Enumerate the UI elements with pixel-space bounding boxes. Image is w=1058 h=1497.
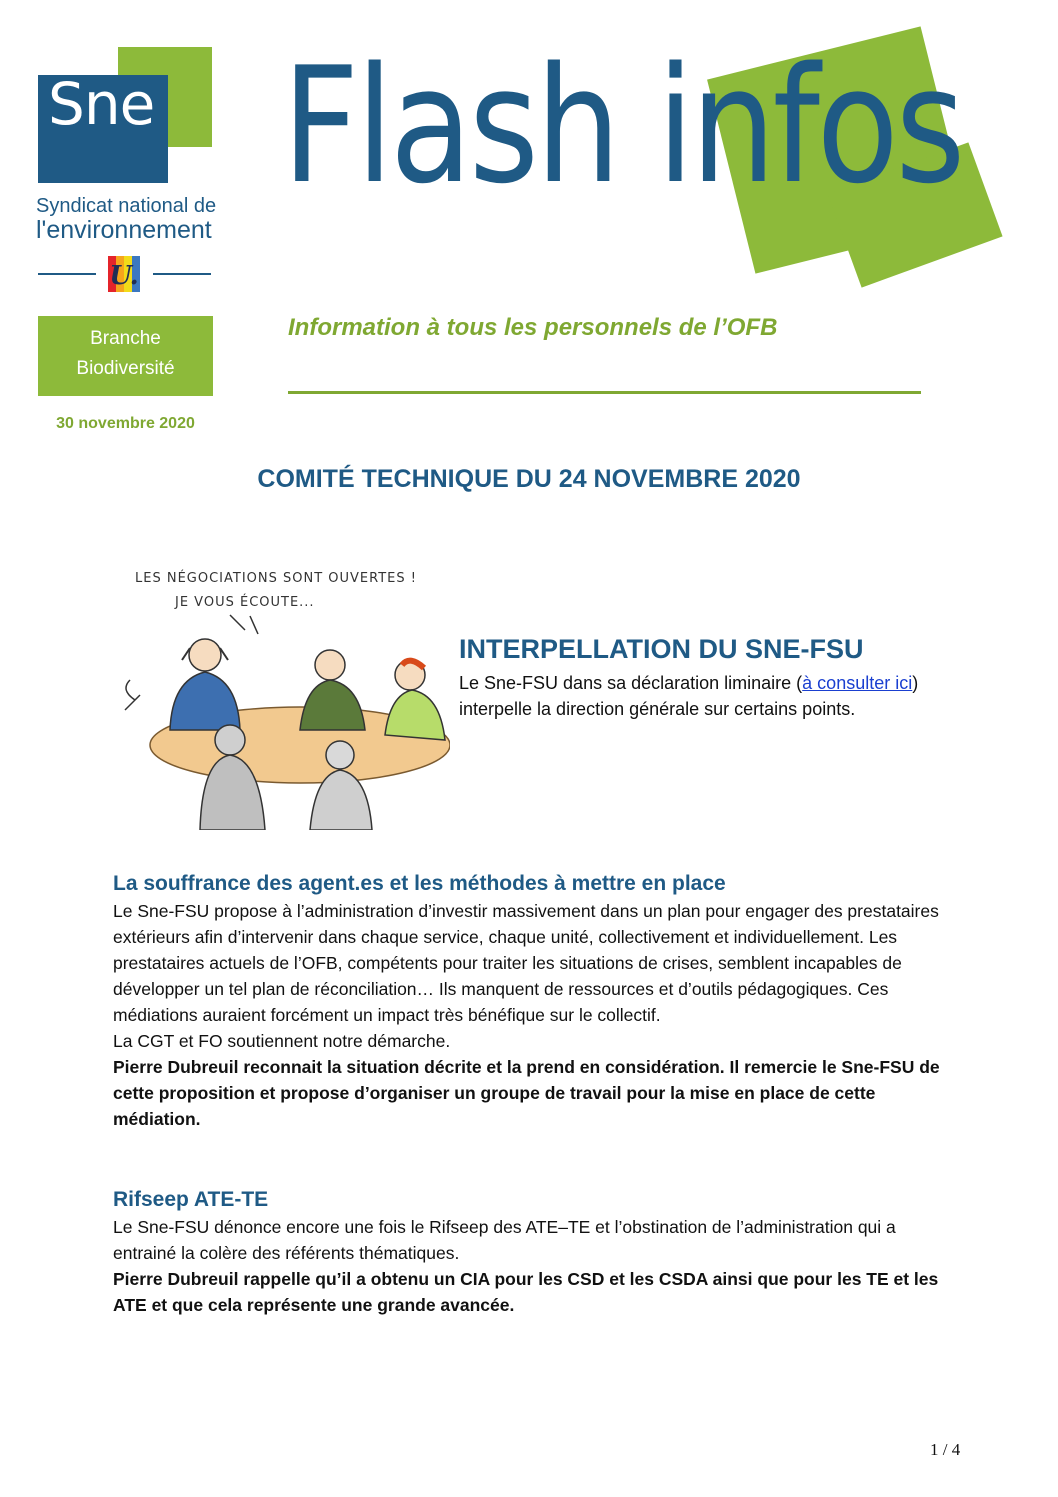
section-response: Pierre Dubreuil reconnait la situation décrite et la prend en considération. Il remercie le Sne-FSU de cette proposition et propose d’organiser un groupe de travail pour la mise en place de cette médiation. — [113, 1057, 940, 1129]
logo-mark: Sne — [48, 70, 155, 138]
page-title: COMITÉ TECHNIQUE DU 24 NOVEMBRE 2020 — [257, 465, 801, 493]
branch-box — [38, 316, 213, 396]
interpellation-heading: INTERPELLATION DU SNE-FSU — [459, 634, 864, 664]
section-heading: Rifseep ATE-TE — [113, 1188, 269, 1211]
section-paragraph: La CGT et FO soutiennent notre démarche. — [113, 1031, 451, 1051]
organization-name — [36, 196, 226, 243]
subtitle-rule — [288, 391, 921, 394]
section-rifseep — [113, 1186, 963, 1318]
union-logo — [104, 254, 144, 294]
interpellation-text-after: ) interpelle la direction générale sur certains points. — [459, 673, 919, 719]
page-number: 1 / 4 — [930, 1440, 961, 1459]
section-response: Pierre Dubreuil rappelle qu’il a obtenu un CIA pour les CSD et les CSDA ainsi que pour les TE et les ATE et que cela représente une grande avancée. — [113, 1269, 939, 1315]
organization-name-line1: Syndicat national de — [36, 195, 217, 217]
cartoon-speech-line2: JE VOUS ÉCOUTE... — [175, 595, 315, 610]
organization-name-line2: l'environnement — [36, 216, 212, 244]
cartoon-illustration — [110, 560, 450, 830]
newsletter-subtitle: Information à tous les personnels de l’OFB — [288, 314, 778, 341]
branch-line2: Biodiversité — [76, 358, 175, 379]
section-souffrance — [113, 870, 963, 1132]
interpellation-text-before: Le Sne-FSU dans sa déclaration liminaire ( — [459, 673, 803, 693]
branch-line1: Branche — [90, 328, 161, 349]
newsletter-title: Flash infos — [282, 32, 963, 219]
section-paragraph: Le Sne-FSU propose à l’administration d’investir massivement dans un plan pour engager des prestataires extérieurs afin d’intervenir dans chaque service, chaque unité, collectivement et individuellement. Les prestataires actuels de l’OFB, compétents pour traiter les situations de crises, semblent incapables de développer un tel plan de réconciliation… Ils manquent de ressources et d’outils pédagogiques. Ces médiations auraient forcément un impact très bénéfique sur le collectif. — [113, 901, 939, 1025]
section-paragraph: Le Sne-FSU dénonce encore une fois le Rifseep des ATE–TE et l’obstination de l’administration qui a entrainé la colère des référents thématiques. — [113, 1217, 896, 1263]
union-logo-letter: U. — [109, 261, 139, 291]
logo-divider-right — [153, 273, 211, 275]
cartoon-speech-line1: LES NÉGOCIATIONS SONT OUVERTES ! — [135, 571, 417, 586]
issue-date: 30 novembre 2020 — [56, 415, 195, 432]
section-heading: La souffrance des agent.es et les méthodes à mettre en place — [113, 872, 726, 895]
declaration-link[interactable]: à consulter ici — [802, 673, 913, 693]
logo-divider-left — [38, 273, 96, 275]
interpellation-text — [459, 670, 979, 722]
